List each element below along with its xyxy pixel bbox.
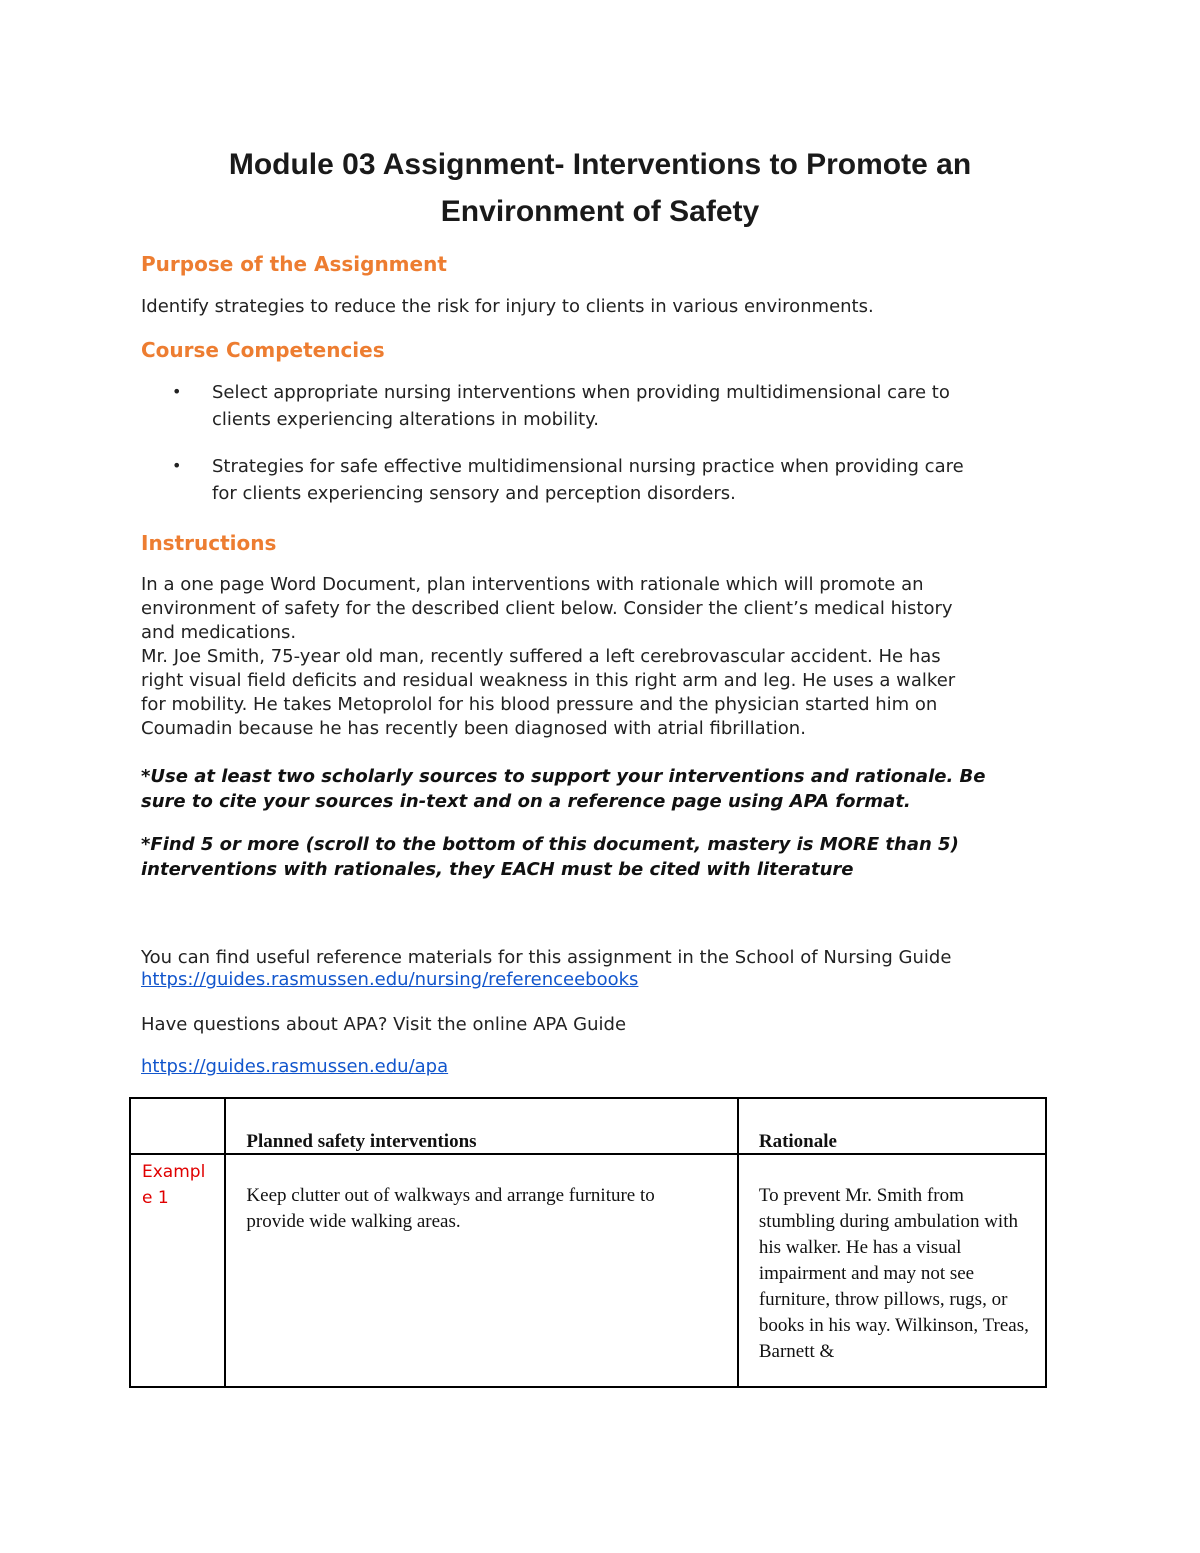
bullet-icon: • xyxy=(172,456,182,475)
competency-line: Strategies for safe effective multidimensional nursing practice when providing care xyxy=(212,456,964,477)
instructions-line: Mr. Joe Smith, 75-year old man, recently suffered a left cerebrovascular accident. He has xyxy=(141,646,941,667)
interventions-note xyxy=(141,833,1101,882)
guide-link[interactable]: https://guides.rasmussen.edu/nursing/referenceebooks xyxy=(141,969,639,990)
competencies-heading: Course Competencies xyxy=(141,338,385,362)
competency-line: for clients experiencing sensory and perception disorders. xyxy=(212,483,736,504)
competency-item xyxy=(212,453,1072,507)
interventions-table xyxy=(129,1097,1047,1388)
page-title-line-2: Environment of Safety xyxy=(440,195,760,228)
sources-note-line: *Use at least two scholarly sources to support your interventions and rationale. Be xyxy=(141,766,986,787)
table-header-row xyxy=(130,1098,1046,1154)
table-row xyxy=(130,1154,1046,1387)
sources-note-line: sure to cite your sources in-text and on a reference page using APA format. xyxy=(141,790,911,812)
instructions-line: In a one page Word Document, plan interventions with rationale which will promote an xyxy=(141,574,924,595)
instructions-line: environment of safety for the described client below. Consider the client’s medical history xyxy=(141,598,953,619)
instructions-line: for mobility. He takes Metoprolol for his blood pressure and the physician started him on xyxy=(141,694,938,715)
competency-line: Select appropriate nursing interventions when providing multidimensional care to xyxy=(212,382,950,403)
table-header-cell: Rationale xyxy=(738,1098,1046,1154)
instructions-line: Coumadin because he has recently been diagnosed with atrial fibrillation. xyxy=(141,718,806,739)
instructions-line: and medications. xyxy=(141,622,297,643)
instructions-heading: Instructions xyxy=(141,531,277,555)
interventions-note-line: interventions with rationales, they EACH must be cited with literature xyxy=(141,858,854,880)
competency-item xyxy=(212,379,1072,433)
intervention-cell[interactable]: Keep clutter out of walkways and arrange furniture to provide wide walking areas. xyxy=(225,1154,737,1387)
table-header-cell: Planned safety interventions xyxy=(225,1098,737,1154)
bullet-icon: • xyxy=(172,382,182,401)
page-title-line-1: Module 03 Assignment- Interventions to Promote an xyxy=(228,148,972,181)
guide-text: You can find useful reference materials for this assignment in the School of Nursing Guide xyxy=(141,947,952,968)
table-header-cell xyxy=(130,1098,225,1154)
purpose-text: Identify strategies to reduce the risk for injury to clients in various environments. xyxy=(141,296,874,317)
instructions-line: right visual field deficits and residual weakness in this right arm and leg. He uses a walker xyxy=(141,670,956,691)
example-label: Example 1 xyxy=(142,1162,206,1208)
apa-text: Have questions about APA? Visit the online APA Guide xyxy=(141,1014,627,1035)
purpose-heading: Purpose of the Assignment xyxy=(141,252,447,276)
interventions-note-line: *Find 5 or more (scroll to the bottom of this document, mastery is MORE than 5) xyxy=(141,834,959,855)
rationale-cell[interactable]: To prevent Mr. Smith from stumbling during ambulation with his walker. He has a visual impairment and may not see furniture, throw pillows, rugs, or books in his way. Wilkinson, Treas, Barnett & xyxy=(738,1154,1046,1387)
apa-link[interactable]: https://guides.rasmussen.edu/apa xyxy=(141,1056,449,1077)
instructions-text xyxy=(141,573,1081,741)
competency-line: clients experiencing alterations in mobility. xyxy=(212,409,599,430)
table-cell xyxy=(130,1154,225,1387)
sources-note xyxy=(141,765,1101,814)
